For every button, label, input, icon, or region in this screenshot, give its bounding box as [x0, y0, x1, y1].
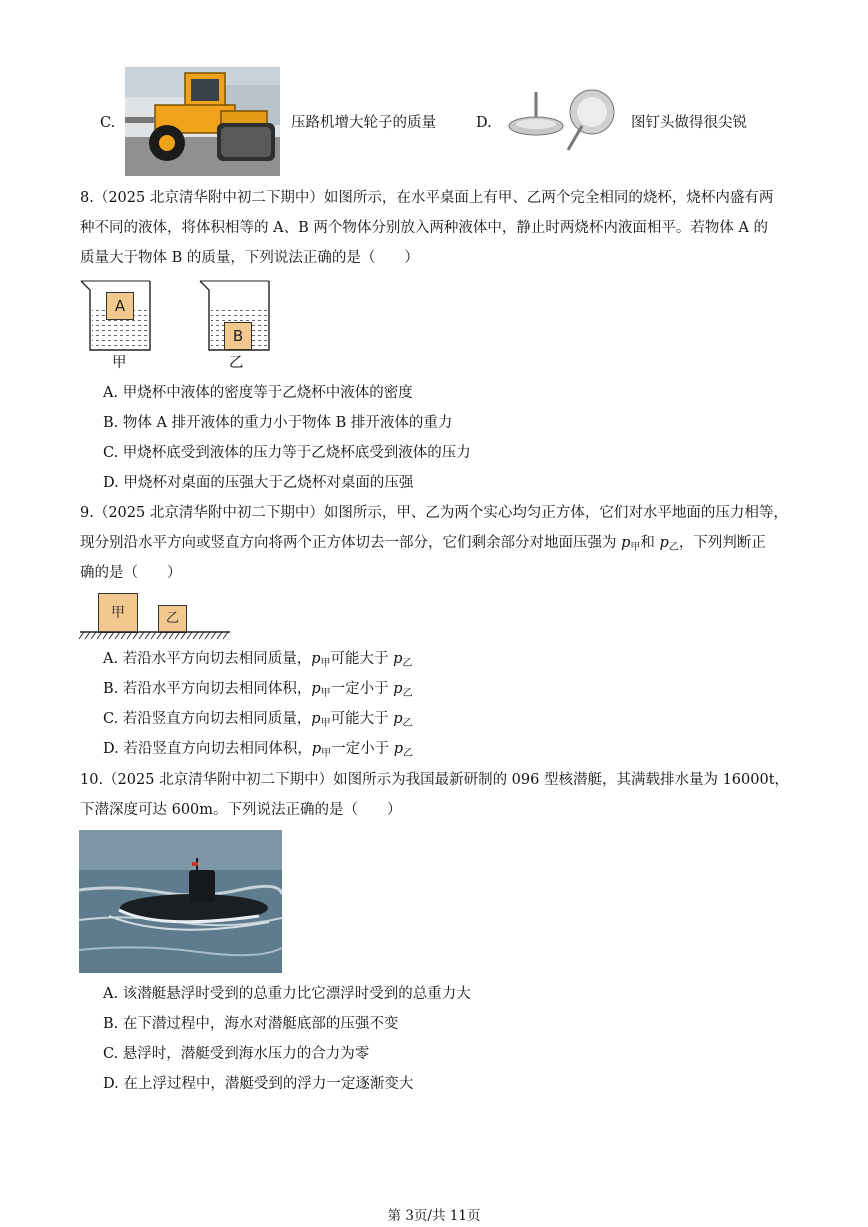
q7-option-c-text: 压路机增大轮子的质量	[291, 115, 436, 131]
q10-option-a: A. 该潜艇悬浮时受到的总重力比它漂浮时受到的总重力大	[103, 986, 471, 1002]
cube-jia: 甲	[98, 593, 138, 633]
cube-yi: 乙	[158, 605, 187, 633]
q7-option-d-letter: D.	[476, 115, 492, 131]
q9-cubes-figure	[78, 591, 233, 641]
thumbtack-illustration	[506, 86, 620, 154]
q9-stem-line-3: 确的是（ ）	[80, 565, 182, 581]
q9-option-c: C. 若沿竖直方向切去相同质量，$p_甲$可能大于 $p_乙$	[103, 711, 413, 729]
thumbtack-photo	[506, 86, 620, 154]
q8-option-c: C. 甲烧杯底受到液体的压力等于乙烧杯底受到液体的压力	[103, 445, 471, 461]
page-footer: 第 3页/共 11页	[387, 1208, 481, 1224]
q8-beakers-figure	[78, 278, 278, 352]
q8-stem-line-1: 8.（2025 北京清华附中初二下期中）如图所示，在水平桌面上有甲、乙两个完全相同的烧杯，烧杯内盛有两	[80, 190, 774, 206]
q10-option-d: D. 在上浮过程中，潜艇受到的浮力一定逐渐变大	[103, 1076, 414, 1092]
q8-option-b: B. 物体 A 排开液体的重力小于物体 B 排开液体的重力	[103, 415, 453, 431]
q9-option-b: B. 若沿水平方向切去相同体积，$p_甲$一定小于 $p_乙$	[103, 681, 413, 699]
q7-option-d-text: 图钉头做得很尖锐	[631, 115, 747, 131]
q8-stem-line-2: 种不同的液体，将体积相等的 A、B 两个物体分别放入两种液体中，静止时两烧杯内液面相平。若物体 A 的	[80, 220, 769, 236]
q10-option-c: C. 悬浮时，潜艇受到海水压力的合力为零	[103, 1046, 370, 1062]
q9-stem-line-2: 现分别沿水平方向或竖直方向将两个正方体切去一部分，它们剩余部分对地面压强为 $p_甲$和 $p_乙$，下列判断正	[80, 535, 766, 553]
beaker-label-yi: 乙	[229, 355, 244, 371]
q10-stem-line-1: 10.（2025 北京清华附中初二下期中）如图所示为我国最新研制的 096 型核潜艇，其满载排水量为 16000t，	[80, 772, 790, 788]
q9-option-a: A. 若沿水平方向切去相同质量，$p_甲$可能大于 $p_乙$	[103, 651, 413, 669]
block-a: A	[106, 292, 134, 320]
q9-option-d: D. 若沿竖直方向切去相同体积，$p_甲$一定小于 $p_乙$	[103, 741, 414, 759]
road-roller-illustration	[125, 67, 280, 176]
submarine-photo	[79, 830, 282, 973]
q8-option-d: D. 甲烧杯对桌面的压强大于乙烧杯对桌面的压强	[103, 475, 414, 491]
block-b: B	[224, 322, 252, 350]
q8-stem-line-3: 质量大于物体 B 的质量，下列说法正确的是（ ）	[80, 250, 419, 266]
road-roller-photo	[125, 67, 280, 176]
submarine-illustration	[79, 830, 282, 973]
q7-option-c-letter: C.	[100, 115, 116, 131]
ground-hatching	[78, 631, 233, 641]
q10-option-b: B. 在下潜过程中，海水对潜艇底部的压强不变	[103, 1016, 399, 1032]
q8-option-a: A. 甲烧杯中液体的密度等于乙烧杯中液体的密度	[103, 385, 413, 401]
beaker-label-jia: 甲	[112, 355, 127, 371]
q10-stem-line-2: 下潜深度可达 600m。下列说法正确的是（ ）	[80, 802, 402, 818]
q9-stem-line-1: 9.（2025 北京清华附中初二下期中）如图所示，甲、乙为两个实心均匀正方体，它们对水平地面的压力相等，	[80, 505, 788, 521]
